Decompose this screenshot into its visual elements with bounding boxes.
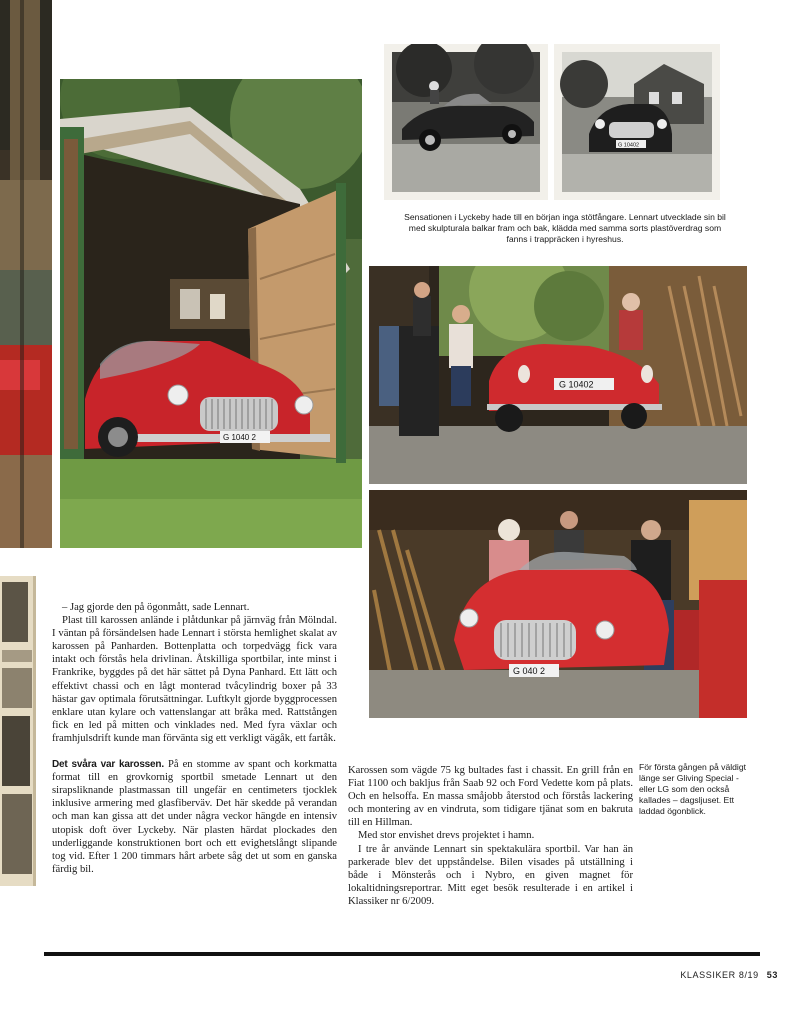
bw-plate-text: G 10402 bbox=[618, 142, 640, 149]
lead-in-heading: Det svåra var karossen. bbox=[52, 759, 164, 771]
bottom-plate-text: G 040 2 bbox=[513, 666, 546, 676]
page-number: 53 bbox=[766, 970, 778, 980]
footer-rule bbox=[44, 952, 760, 956]
photo-car-in-workshop bbox=[369, 490, 747, 718]
paragraph: Med stor envishet drevs projektet i hamn. bbox=[358, 830, 535, 842]
left-edge-photo bbox=[0, 0, 52, 548]
body-column-1 bbox=[52, 601, 337, 876]
photo-car-in-garage bbox=[369, 266, 747, 484]
paragraph-text: På en stomme av spant och korkmatta format till en grovkornig sportbil smetade Lennart ut den sirapsliknande plastmassan till ungefär en centimeters tjocklek inklusive armering med glasfiberväv. Det här skedde på verandan och man kan gissa att det under några veckor hängde en intensiv utopisk doft över Lyckeby. När plasten härdat plockades den underliggande konstruktionen bort och ett evighetslångt slipande tog vid. Efter 1 200 timmars hårt arbete såg det ut som en ganska färdig bil. bbox=[52, 759, 337, 875]
paragraph-lead bbox=[52, 758, 337, 876]
left-edge-clippings bbox=[0, 576, 36, 886]
paragraph: – Jag gjorde den på ögonmått, sade Lennart. bbox=[62, 602, 250, 613]
paragraph: Plast till karossen anlände i plåtdunkar på järnväg från Mölndal. I väntan på försändelsen hade Lennart i största hemlighet skalat av karossen på Panharden. Bottenplatta och torpedvägg fick vara intakt och förstås hela drivlinan. Åtskilliga sportbilar, inte minst i Frankrike, byggdes på det här sättet på Dyna Panhard. Ett lätt och effektivt chassi och en lågt monterad tvåcylindrig boxer på 33 hästar gav optimala förutsättningar. Luftkylt gjorde byggprocessen enklare utan kylare och vattenslangar att bråka med. Rattstången fick en led på mitten och vinklades ned. Med fyra växlar och framhjulsdrift kunde man förvänta sig ett verkligt vägåk, ett fartåk. bbox=[52, 615, 337, 744]
body-column-2 bbox=[348, 764, 633, 908]
paragraph: Karossen som vägde 75 kg bultades fast i chassit. En grill från en Fiat 1100 och bakljus från Saab 92 och Ford Vedette kom på plats. Och en helsoffa. En massa småjobb återstod och förstås lackering och montering av en vindruta, som tidigare tjänat som en bakruta till en Hillman. bbox=[348, 765, 633, 829]
bw-photo-car-left bbox=[384, 44, 548, 200]
folio bbox=[680, 970, 778, 980]
magazine-issue: KLASSIKER 8/19 bbox=[680, 970, 759, 980]
garage-photo bbox=[60, 79, 362, 548]
garage-plate-text: G 1040 2 bbox=[223, 433, 256, 442]
caption-top-right: Sensationen i Lyckeby hade till en början inga stötfångare. Lennart utvecklade sin bil med skulpturala balkar fram och bak, klädda med samma sorts plastöverdrag som fanns i trappräcken i hyreshus. bbox=[404, 212, 726, 244]
mid-plate-text: G 10402 bbox=[559, 379, 594, 390]
caption-bottom-right: För första gången på väldigt länge ser Gliving Special - eller LG som den också kallades – dagsljuset. Ett laddad ögonblick. bbox=[639, 762, 747, 816]
paragraph: I tre år använde Lennart sin spektakulära sportbil. Var han än parkerade blev det uppståndelse. Bilen visades på utställning i både i Mönsterås och i Nybro, en given magnet för lokaltidningsreportrar. Mitt eget besök resulterade i en artikel i Klassiker nr 6/2009. bbox=[348, 843, 633, 907]
bw-photo-car-right bbox=[554, 44, 720, 200]
